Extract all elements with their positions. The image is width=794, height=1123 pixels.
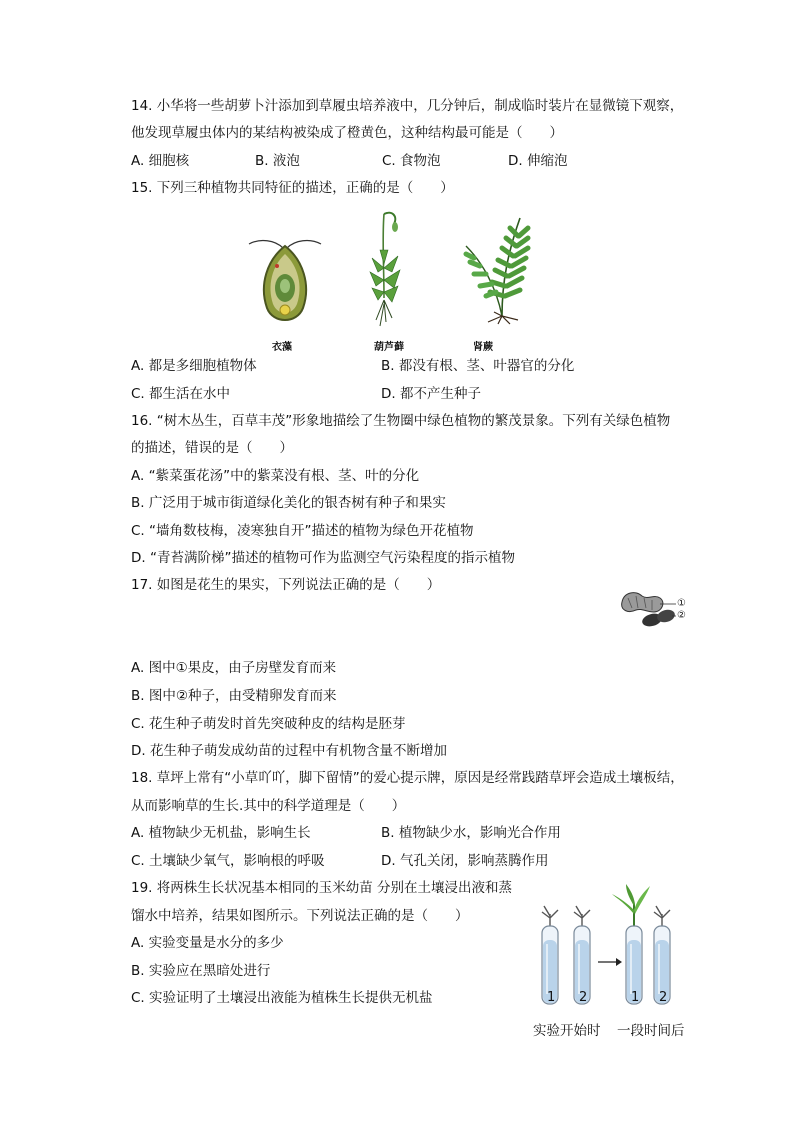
q17-option-c: C. 花生种子萌发时首先突破种皮的结构是胚芽 — [131, 716, 406, 732]
q19-option-b: B. 实验应在黑暗处进行 — [131, 963, 271, 979]
q16-stem-line2: 的描述，错误的是（ ） — [131, 440, 293, 456]
q15-option-d: D. 都不产生种子 — [381, 386, 481, 402]
moss-label: 葫芦藓 — [374, 342, 404, 353]
q16-option-b: B. 广泛用于城市街道绿化美化的银杏树有种子和果实 — [131, 495, 446, 511]
q14-option-a: A. 细胞核 — [131, 153, 190, 169]
q14-stem-line2: 他发现草履虫体内的某结构被染成了橙黄色，这种结构最可能是（ ） — [131, 125, 563, 141]
q18-option-b: B. 植物缺少水，影响光合作用 — [381, 825, 561, 841]
q18-option-a: A. 植物缺少无机盐，影响生长 — [131, 825, 311, 841]
chlamydomonas-label: 衣藻 — [272, 342, 292, 353]
q14-option-d: D. 伸缩泡 — [508, 153, 568, 169]
q16-option-d: D. “青苔满阶梯”描述的植物可作为监测空气污染程度的指示植物 — [131, 550, 515, 566]
tube-label-2-start: 2 — [579, 990, 588, 1005]
q16-stem-line1: 16. “树木丛生，百草丰茂”形象地描绘了生物圈中绿色植物的繁茂景象。下列有关绿色植物 — [131, 413, 671, 429]
tube-label-1-later: 1 — [631, 990, 640, 1005]
fern-illustration — [458, 212, 542, 326]
tube-label-1-start: 1 — [547, 990, 556, 1005]
peanut-label-2: ② — [677, 610, 686, 621]
tube-label-2-later: 2 — [659, 990, 668, 1005]
q14-option-c: C. 食物泡 — [382, 153, 441, 169]
q16-option-a: A. “紫菜蛋花汤”中的紫菜没有根、茎、叶的分化 — [131, 468, 420, 484]
q18-option-c: C. 土壤缺少氧气，影响根的呼吸 — [131, 853, 325, 869]
q19-option-a: A. 实验变量是水分的多少 — [131, 935, 284, 951]
q14-stem-line1: 14. 小华将一些胡萝卜汁添加到草履虫培养液中，几分钟后，制成临时装片在显微镜下观察， — [131, 98, 684, 114]
q19-stem-line1: 19. 将两株生长状况基本相同的玉米幼苗 分别在土壤浸出液和蒸 — [131, 880, 513, 896]
q17-option-d: D. 花生种子萌发成幼苗的过程中有机物含量不断增加 — [131, 743, 447, 759]
q19-option-c: C. 实验证明了土壤浸出液能为植株生长提供无机盐 — [131, 990, 433, 1006]
q17-option-b: B. 图中②种子，由受精卵发育而来 — [131, 688, 337, 704]
q17-stem: 17. 如图是花生的果实，下列说法正确的是（ ） — [131, 577, 441, 593]
q18-stem-line2: 从而影响草的生长.其中的科学道理是（ ） — [131, 798, 406, 814]
q19-stem-line2: 馏水中培养，结果如图所示。下列说法正确的是（ ） — [131, 908, 469, 924]
peanut-label-1: ① — [677, 598, 686, 609]
q14-option-b: B. 液泡 — [255, 153, 300, 169]
q18-option-d: D. 气孔关闭，影响蒸腾作用 — [381, 853, 549, 869]
q18-stem-line1: 18. 草坪上常有“小草吖吖，脚下留情”的爱心提示牌，原因是经常践踏草坪会造成土壤板结， — [131, 770, 684, 786]
caption-start: 实验开始时 — [533, 1023, 601, 1039]
q15-option-c: C. 都生活在水中 — [131, 386, 231, 402]
q17-option-a: A. 图中①果皮，由子房壁发育而来 — [131, 660, 337, 676]
q16-option-c: C. “墙角数枝梅，凌寒独自开”描述的植物为绿色开花植物 — [131, 523, 474, 539]
fern-label: 肾蕨 — [473, 342, 493, 353]
q15-option-b: B. 都没有根、茎、叶器官的分化 — [381, 358, 575, 374]
q15-stem: 15. 下列三种植物共同特征的描述，正确的是（ ） — [131, 180, 454, 196]
chlamydomonas-illustration — [245, 230, 325, 330]
moss-illustration — [362, 208, 412, 338]
caption-later: 一段时间后 — [617, 1023, 685, 1039]
q15-option-a: A. 都是多细胞植物体 — [131, 358, 257, 374]
